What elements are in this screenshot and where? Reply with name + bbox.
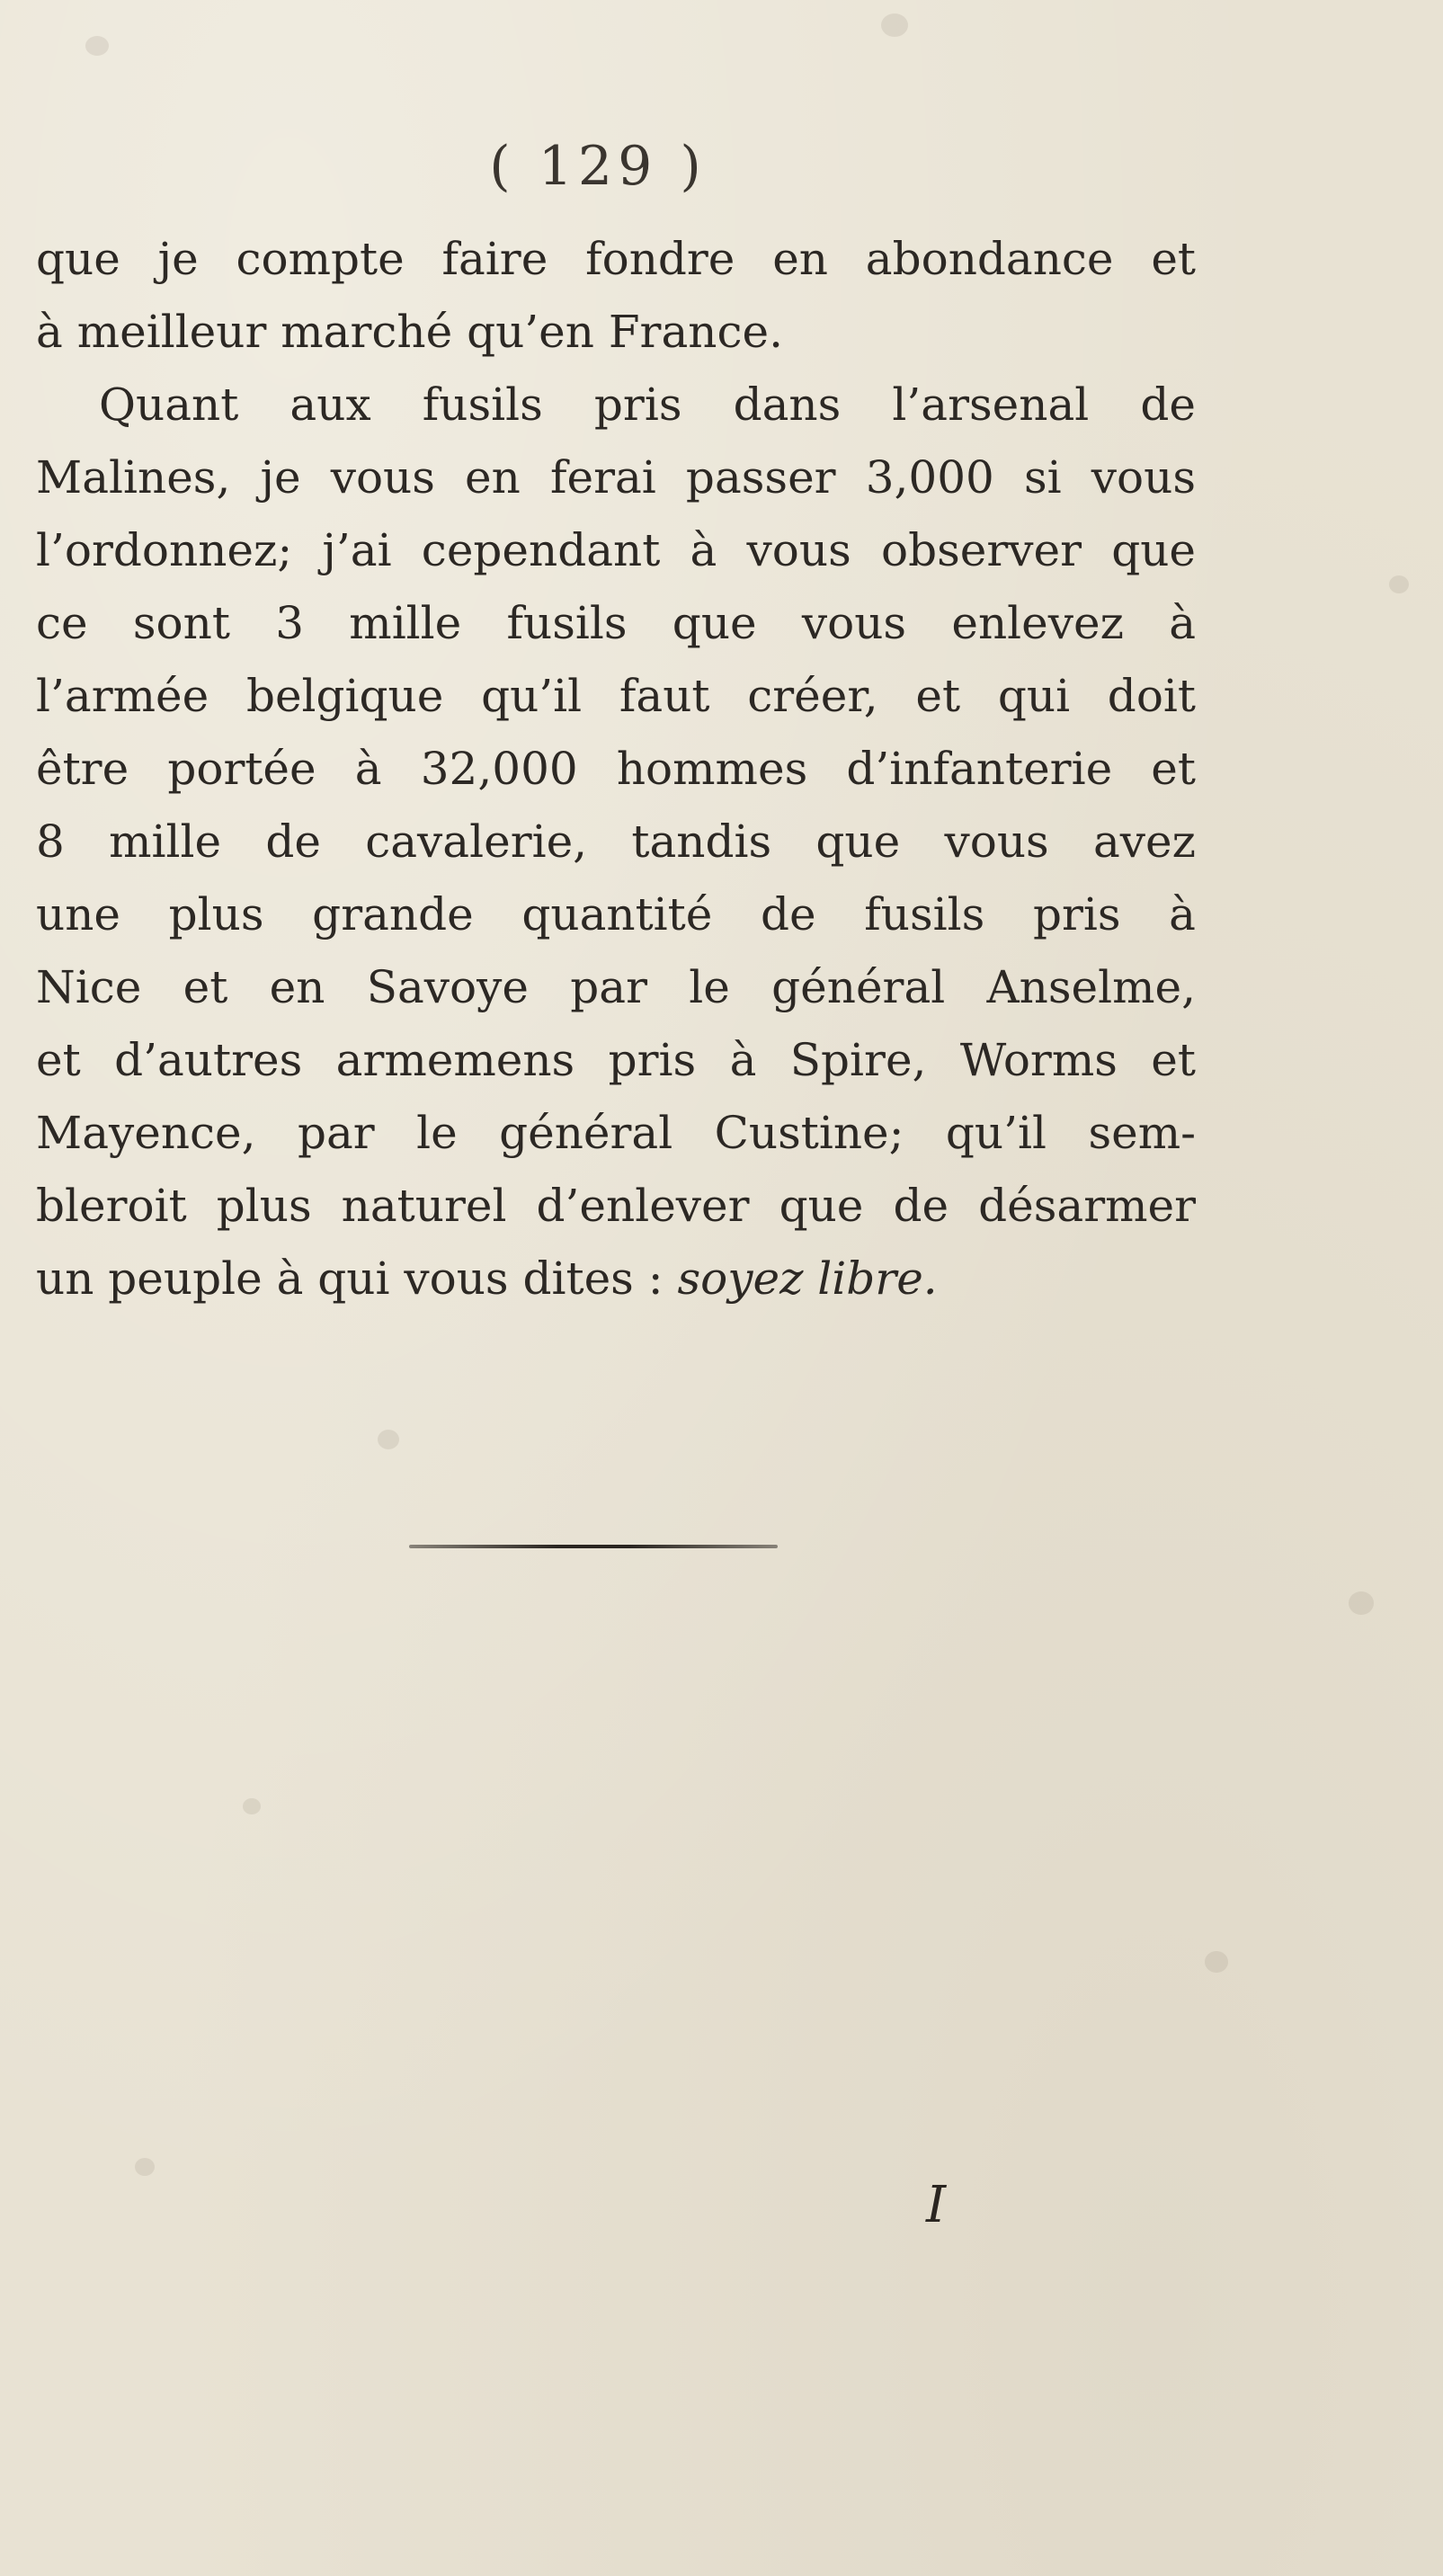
text-line: Mayence, par le général Custine; qu’il sem- [36, 1107, 1196, 1159]
paper-spot [1389, 575, 1409, 593]
text-line: l’ordonnez; j’ai cependant à vous observer que [36, 524, 1196, 576]
text-line: une plus grande quantité de fusils pris à [36, 888, 1196, 940]
text-line: bleroit plus naturel d’enlever que de désarmer [36, 1180, 1196, 1232]
text-line: 8 mille de cavalerie, tandis que vous avez [36, 816, 1196, 868]
paper-spot [135, 2158, 155, 2176]
text-line: et d’autres armemens pris à Spire, Worms et [36, 1034, 1196, 1086]
text-line: Quant aux fusils pris dans l’arsenal de [99, 379, 1196, 431]
signature-mark: I [926, 2176, 947, 2234]
text-line: Nice et en Savoye par le général Anselme, [36, 961, 1196, 1013]
section-divider-rule [409, 1545, 778, 1548]
paper-spot [881, 13, 908, 37]
page-number: ( 129 ) [489, 135, 707, 198]
text-line: à meilleur marché qu’en France. [36, 306, 783, 358]
body-text [36, 223, 1196, 1315]
final-line-prefix: un peuple à qui vous dites : [36, 1252, 664, 1305]
text-line: que je compte faire fondre en abondance et [36, 233, 1196, 285]
text-line-final [36, 1243, 1196, 1315]
paper-spot [1349, 1591, 1374, 1615]
final-line-italic: soyez libre. [677, 1252, 938, 1305]
text-line: être portée à 32,000 hommes d’infanterie et [36, 743, 1196, 795]
paper-spot [243, 1798, 261, 1814]
text-line: Malines, je vous en ferai passer 3,000 si vous [36, 451, 1196, 504]
paper-spot [378, 1430, 399, 1449]
text-line: l’armée belgique qu’il faut créer, et qui doit [36, 670, 1196, 722]
paper-spot [85, 36, 109, 56]
paper-spot [1205, 1951, 1228, 1973]
text-line: ce sont 3 mille fusils que vous enlevez à [36, 597, 1196, 649]
